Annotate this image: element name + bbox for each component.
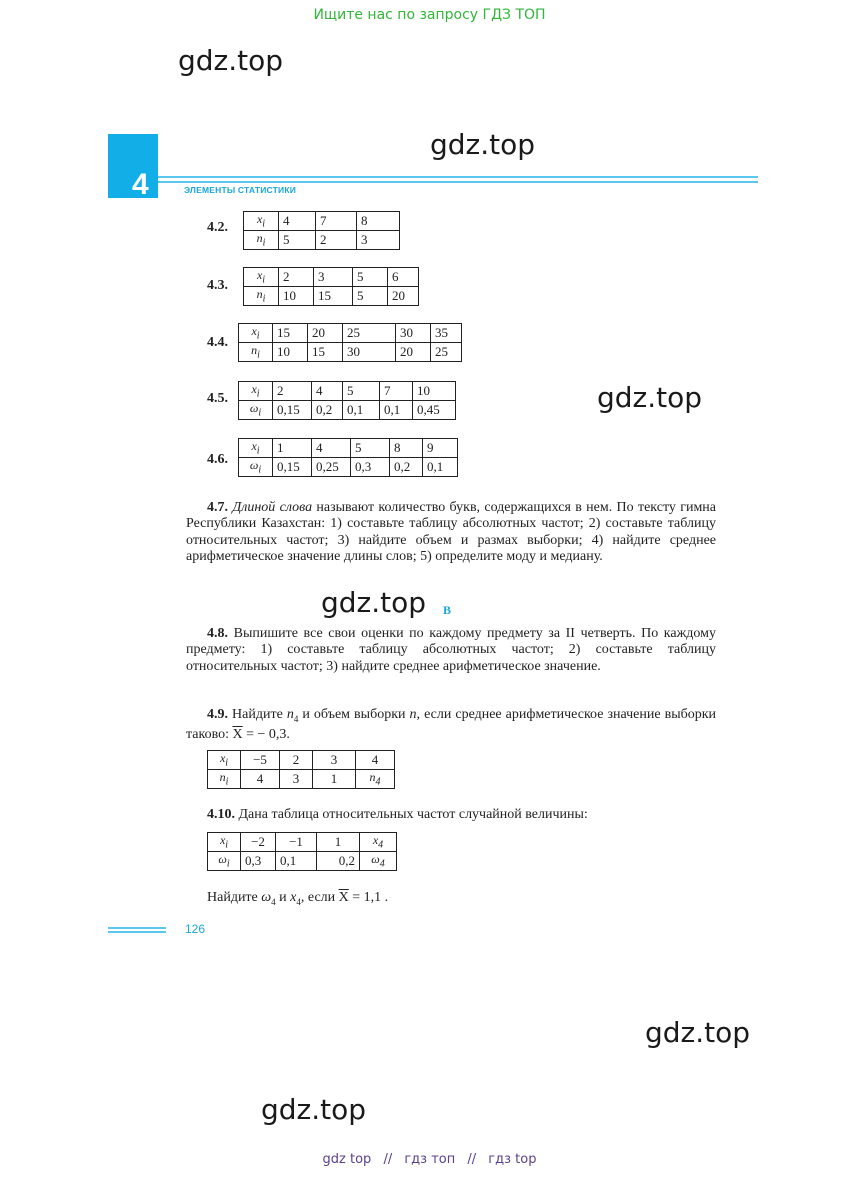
watermark: gdz.top <box>430 128 536 161</box>
task-4-10: 4.10. Дана таблица относительных частот случайной величины: <box>207 807 588 822</box>
chapter-number: 4 <box>132 168 149 201</box>
chapter-title: ЭЛЕМЕНТЫ СТАТИСТИКИ <box>184 185 297 195</box>
task-4-7: 4.7. Длиной слова называют количество букв, содержащихся в нем. По тексту гимна Республики Казахстан: 1) составьте таблицу абсолютных частот; 2) составьте таблицу относительных частот; 3) найдите объем и размах выборки; 4) найдите среднее арифметическое значение длины слов; 5) определите моду и медиану. <box>186 500 717 564</box>
frequency-table-4-3: $x_i$ 2 3 5 6 $n_i$ 10 15 5 20 <box>243 267 419 306</box>
section-letter: B <box>443 603 452 617</box>
task-4-9: 4.9. Найдите $n_4$ и объем выборки n, если среднее арифметическое значение выборки таково: $\overline{X}$ = − 0,3. <box>186 707 717 743</box>
task-label-4-4: 4.4. <box>207 335 228 350</box>
watermark: gdz.top <box>178 44 284 77</box>
watermark: gdz.top <box>261 1093 367 1126</box>
watermark: gdz.top <box>321 586 427 619</box>
watermark: gdz.top <box>645 1016 751 1049</box>
footer-links <box>0 1152 859 1167</box>
frequency-table-4-2: $x_i$ 4 7 8 $n_i$ 5 2 3 <box>243 211 400 250</box>
task-label-4-3: 4.3. <box>207 278 228 293</box>
footer-rule <box>108 927 166 929</box>
frequency-table-4-9: $x_i$ −5 2 3 4 $n_i$ 4 3 1 $n_4$ <box>207 750 395 789</box>
frequency-table-4-6: $x_i$ 1 4 5 8 9 $\omega_i$ 0,15 0,25 0,3 0,2 0,1 <box>238 438 458 477</box>
header-search-link[interactable]: Ищите нас по запросу ГДЗ ТОП <box>313 7 546 23</box>
page-number: 126 <box>185 922 206 936</box>
frequency-table-4-10: $x_i$ −2 −1 1 $x_4$ $\omega_i$ 0,3 0,1 0,2 $\omega_4$ <box>207 832 397 871</box>
task-label-4-6: 4.6. <box>207 452 228 467</box>
task-label-4-2: 4.2. <box>207 220 228 235</box>
footer-separator: // <box>383 1152 393 1167</box>
frequency-table-4-5: $x_i$ 2 4 5 7 10 $\omega_i$ 0,15 0,2 0,1 0,1 0,45 <box>238 381 456 420</box>
frequency-table-4-4: $x_i$ 15 20 25 30 35 $n_i$ 10 15 30 20 25 <box>238 323 462 362</box>
footer-link[interactable]: gdz top <box>322 1152 372 1167</box>
watermark: gdz.top <box>597 381 703 414</box>
task-4-8: 4.8. Выпишите все свои оценки по каждому предмету за II четверть. По каждому предмету: 1) составьте таблицу абсолютных частот; 2) составьте таблицу относительных частот; 3) найдите среднее арифметическое значение. <box>186 626 716 674</box>
header-rule <box>158 181 758 183</box>
footer-separator: // <box>467 1152 477 1167</box>
task-label-4-5: 4.5. <box>207 391 228 406</box>
footer-link[interactable]: гдз top <box>488 1152 537 1167</box>
task-4-10-question: Найдите $\omega_4$ и $x_4$, если $\overline{X} = 1,1$ . <box>207 890 389 907</box>
footer-link[interactable]: гдз топ <box>404 1152 456 1167</box>
footer-rule <box>108 931 166 933</box>
header-rule <box>158 176 758 178</box>
